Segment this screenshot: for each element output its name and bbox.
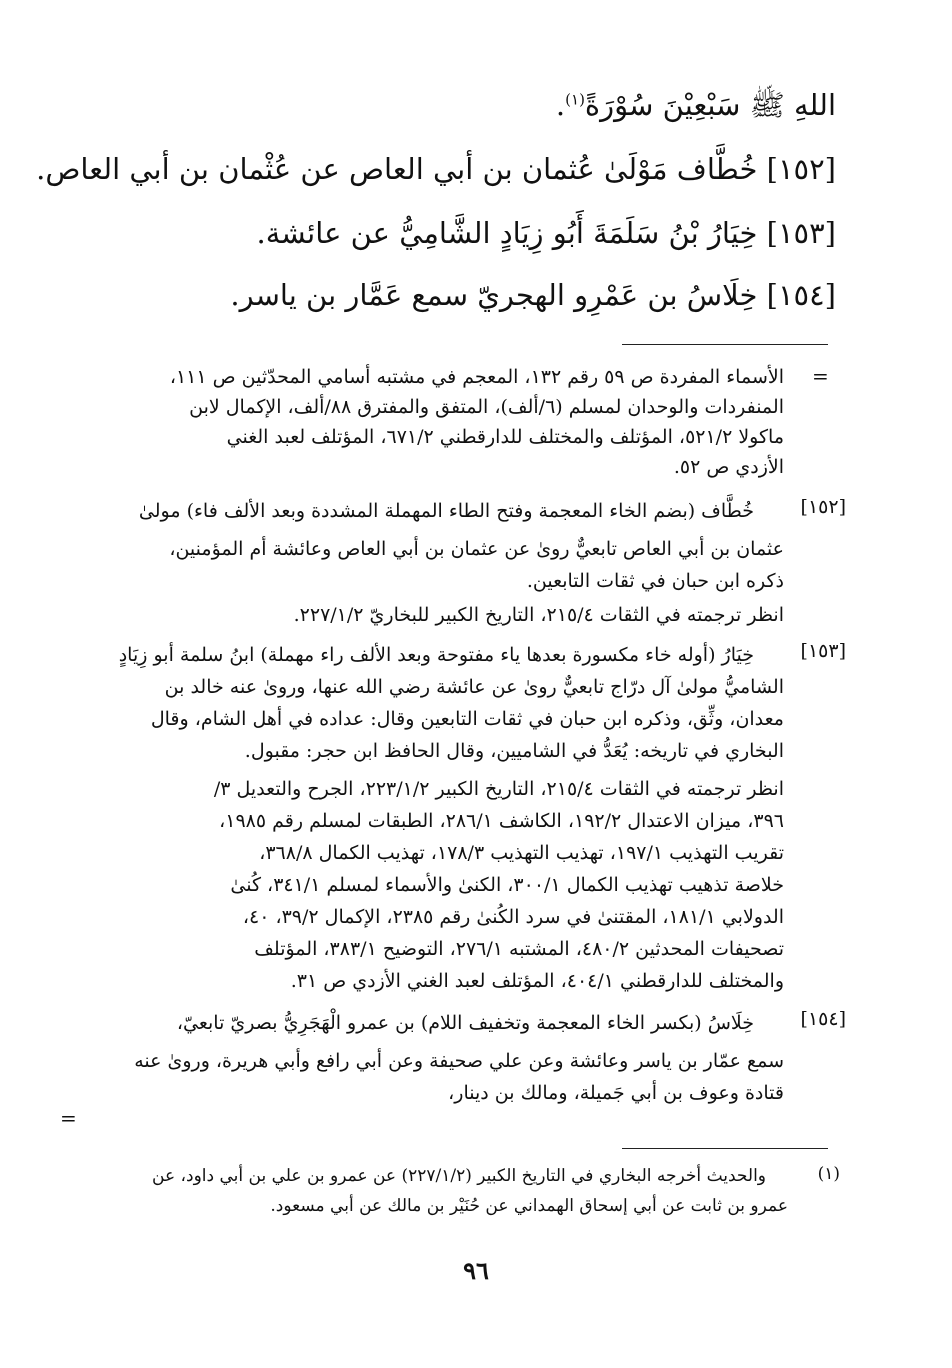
continuation-marker: = [812,364,829,388]
note-line: انظر ترجمته في الثقات ٢١٥/٤، التاريخ الكبير ٢٢٣/١/٢، الجرح والتعديل ٣/ [213,778,784,800]
footnote-number: (١) [817,1164,840,1184]
note-line: سمع عمّار بن ياسر وعائشة وعن علي صحيفة وعن أبي رافع وأبي هريرة، وروىٰ عنه [134,1050,784,1072]
note-line: معدان، وثِّق، وذكره ابن حبان في ثقات التابعين وقال: عداده في أهل الشام، وقال [150,708,784,730]
note-line: والمختلف للدارقطني ٤٠٤/١، المؤتلف لعبد الغني الأزدي ص ٣١. [290,970,784,992]
note-line: ماكولا ٥٢١/٢، المؤتلف والمختلف للدارقطني ٦٧١/٢، المؤتلف لعبد الغني [226,426,784,448]
note-line: تصحيفات المحدثين ٤٨٠/٢، المشتبه ٢٧٦/١، التوضيح ٣٨٣/١، المؤتلف [254,938,784,960]
note-line: خلاصة تذهيب تهذيب الكمال ٣٠٠/١، الكنىٰ والأسماء لمسلم ٣٤١/١، كُنىٰ [230,874,784,896]
note-154-number: [١٥٤] [800,1008,846,1030]
note-line: انظر ترجمته في الثقات ٢١٥/٤، التاريخ الكبير للبخاريّ ٢٢٧/١/٢. [293,604,784,626]
continuation-marker: = [60,1106,77,1130]
note-line: ذكره ابن حبان في ثقات التابعين. [526,570,784,592]
note-line: الأزدي ص ٥٢. [673,456,784,478]
notes-separator [622,344,828,345]
footnote-line: والحديث أخرجه البخاري في التاريخ الكبير (٢٢٧/١/٢) عن عمرو بن علي بن أبي داود، عن [152,1166,766,1186]
note-line: تقريب التهذيب ١٩٧/١، تهذيب التهذيب ١٧٨/٣، تهذيب الكمال ٣٦٨/٨، [259,842,784,864]
note-153-number: [١٥٣] [800,640,846,662]
note-line: خُطَّاف (بضم الخاء المعجمة وفتح الطاء المهملة المشددة وبعد الألف فاء) مولىٰ [138,500,754,522]
note-line: خِيَارُ (أوله خاء مكسورة بعدها ياء مفتوحة وبعد الألف راء مهملة) ابنُ سلمة أبو زِيَادٍ [118,644,754,666]
footnote-line: عمرو بن ثابت عن أبي إسحاق الهمداني عن حُنَيْر بن مالك عن أبي مسعود. [270,1196,788,1216]
note-line: قتادة وعوف بن أبي جَميلة، ومالك بن دينار، [448,1082,784,1104]
note-line: الشاميُّ مولىٰ آل درّاج تابعيٌّ روىٰ عن عائشة رضي الله عنها، وروىٰ عنه خالد بن [164,676,784,698]
note-line: الأسماء المفردة ص ٥٩ رقم ١٣٢، المعجم في مشتبه أسامي المحدّثين ص ١١١، [169,366,784,388]
note-line: الدولابي ١٨١/١، المقتنىٰ في سرد الكُنىٰ رقم ٢٣٨٥، الإكمال ٣٩/٢، ٤٠، [242,906,784,928]
entry-152-main: [١٥٢] خُطَّاف مَوْلَىٰ عُثمان بن أبي العاص عن عُثْمان بن أبي العاص. [36,152,836,186]
note-line: البخاري في تاريخه: يُعَدُّ في الشاميين، وقال الحافظ ابن حجر: مقبول. [244,740,784,762]
footnote-ref: (١) [565,90,585,109]
footnote-separator [622,1148,828,1149]
note-line: خِلَاسُ (بكسر الخاء المعجمة وتخفيف اللام) بن عمرو الْهَجَرِيُّ بصريّ تابعيّ، [176,1012,754,1034]
note-line: المنفردات والوحدان لمسلم (٦/ألف)، المتفق والمفترق ٨٨/ألف، الإكمال لابن [189,396,784,418]
note-152-number: [١٥٢] [800,496,846,518]
entry-154-main: [١٥٤] خِلَاسُ بن عَمْرِو الهجريّ سمع عَمَّار بن ياسر. [230,278,836,312]
page-number: ٩٦ [463,1256,489,1285]
main-text-line: اللهِ ﷺ سَبْعِيْنَ سُوْرَةً$^{(١)}$. [555,88,836,122]
note-line: عثمان بن أبي العاص تابعيٌّ روىٰ عن عثمان بن أبي العاص وعائشة أم المؤمنين، [169,538,784,560]
note-line: ٣٩٦، ميزان الاعتدال ١٩٢/٢، الكاشف ٢٨٦/١، الطبقات لمسلم رقم ١٩٨٥، [219,810,784,832]
entry-153-main: [١٥٣] خِيَارُ بْنُ سَلَمَةَ أَبُو زِيَادٍ الشَّامِيُّ عن عائشة. [256,216,836,250]
